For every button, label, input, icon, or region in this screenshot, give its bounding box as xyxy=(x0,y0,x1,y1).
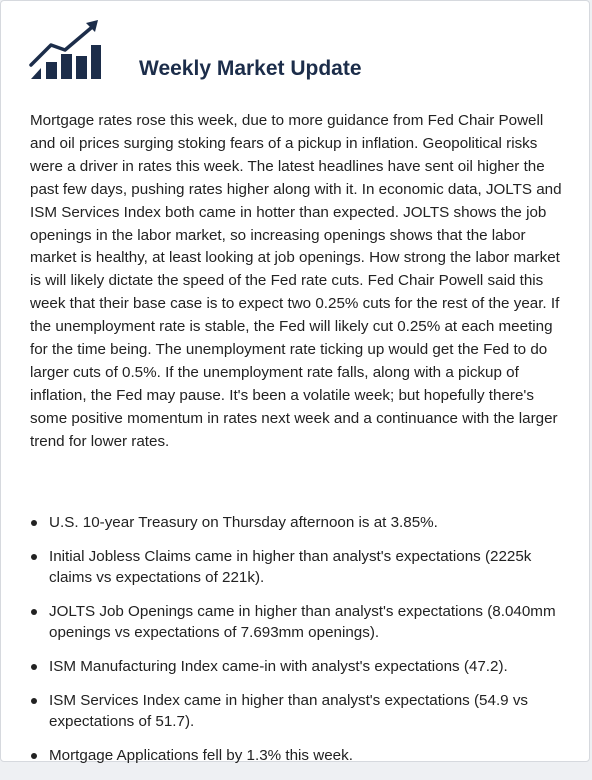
list-item: JOLTS Job Openings came in higher than analyst's expectations (8.040mm openings vs expectations of 7.693mm openings). xyxy=(30,601,565,644)
list-item: U.S. 10-year Treasury on Thursday afternoon is at 3.85%. xyxy=(30,512,565,534)
chart-growth-icon xyxy=(29,19,101,83)
summary-paragraph: Mortgage rates rose this week, due to more guidance from Fed Chair Powell and oil prices surging stoking fears of a pickup in inflation. Geopolitical risks were a driver in rates this week. The latest headlines have sent oil higher the past few days, pushing rates higher along with it. In economic data, JOLTS and ISM Services Index both came in hotter than expected. JOLTS shows the job openings in the labor market, so increasing openings shows that the labor market is healthy, at least looking at job openings. How strong the labor market is will likely dictate the speed of the Fed rate cuts. Fed Chair Powell said this week that their base case is to expect two 0.25% cuts for the rest of the year. If the unemployment rate is stable, the Fed will likely cut 0.25% at each meeting for the time being. The unemployment rate ticking up would get the Fed to do larger cuts of 0.5%. If the unemployment rate falls, along with a pickup of inflation, the Fed may pause. It's been a volatile week; but hopefully there's some positive momentum in rates next week and a continuance with the larger trend for lower rates. xyxy=(30,112,562,450)
key-data-list xyxy=(30,512,565,778)
list-item: ISM Manufacturing Index came-in with analyst's expectations (47.2). xyxy=(30,656,565,678)
list-item: Initial Jobless Claims came in higher than analyst's expectations (2225k claims vs expectations of 221k). xyxy=(30,546,565,589)
header xyxy=(29,19,569,89)
list-item: ISM Services Index came in higher than analyst's expectations (54.9 vs expectations of 51.7). xyxy=(30,690,565,733)
list-item: Mortgage Applications fell by 1.3% this week. xyxy=(30,745,565,767)
page-title: Weekly Market Update xyxy=(139,57,362,80)
